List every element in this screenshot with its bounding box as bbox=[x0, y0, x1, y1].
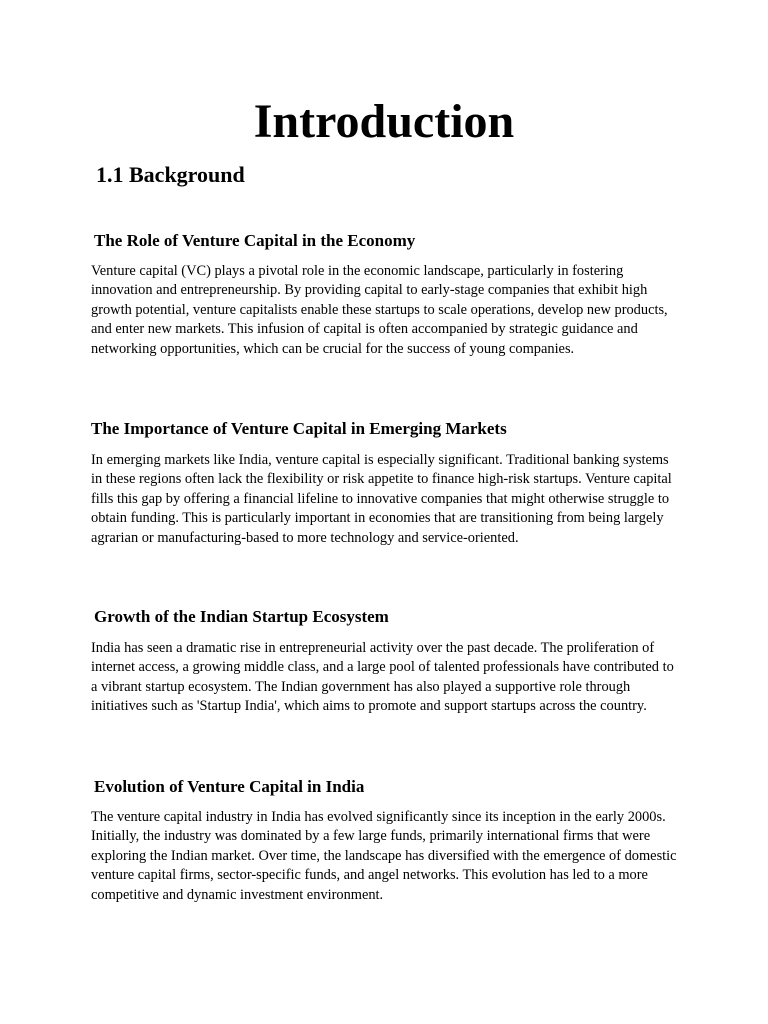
section-body-startup-ecosystem: India has seen a dramatic rise in entrepreneurial activity over the past decade. The proliferation of internet access, a growing middle class, and a large pool of talented professionals have contributed to a vibrant startup ecosystem. The Indian government has also played a supportive role through initiatives such as 'Startup India', which aims to promote and support startups across the country. bbox=[91, 640, 674, 715]
section-heading-role-of-vc: The Role of Venture Capital in the Economy bbox=[94, 231, 416, 250]
section-body-vc-evolution: The venture capital industry in India has evolved significantly since its inception in the early 2000s. Initially, the industry was dominated by a few large funds, primarily international firms that were exploring the Indian market. Over time, the landscape has diversified with the emergence of domestic venture capital firms, sector-specific funds, and angel networks. This evolution has led to a more competitive and dynamic investment environment. bbox=[91, 809, 677, 903]
section-heading-vc-evolution: Evolution of Venture Capital in India bbox=[94, 777, 365, 796]
section-number-title: 1.1 Background bbox=[96, 162, 245, 187]
section-body-emerging-markets: In emerging markets like India, venture capital is especially significant. Traditional banking systems in these regions often lack the flexibility or risk appetite to finance high-risk startups. Venture capital fills this gap by offering a financial lifeline to innovative companies that might otherwise struggle to obtain funding. This is particularly important in economies that are transitioning from being largely agrarian or manufacturing-based to more technology and service-oriented. bbox=[91, 452, 672, 546]
section-body-role-of-vc: Venture capital (VC) plays a pivotal role in the economic landscape, particularly in fostering innovation and entrepreneurship. By providing capital to early-stage companies that exhibit high growth potential, venture capitalists enable these startups to scale operations, develop new products, and enter new markets. This infusion of capital is often accompanied by strategic guidance and networking opportunities, which can be crucial for the success of young companies. bbox=[91, 263, 668, 357]
section-heading-emerging-markets: The Importance of Venture Capital in Emerging Markets bbox=[91, 419, 507, 438]
page-title: Introduction bbox=[253, 95, 515, 148]
section-heading-startup-ecosystem: Growth of the Indian Startup Ecosystem bbox=[94, 607, 389, 626]
